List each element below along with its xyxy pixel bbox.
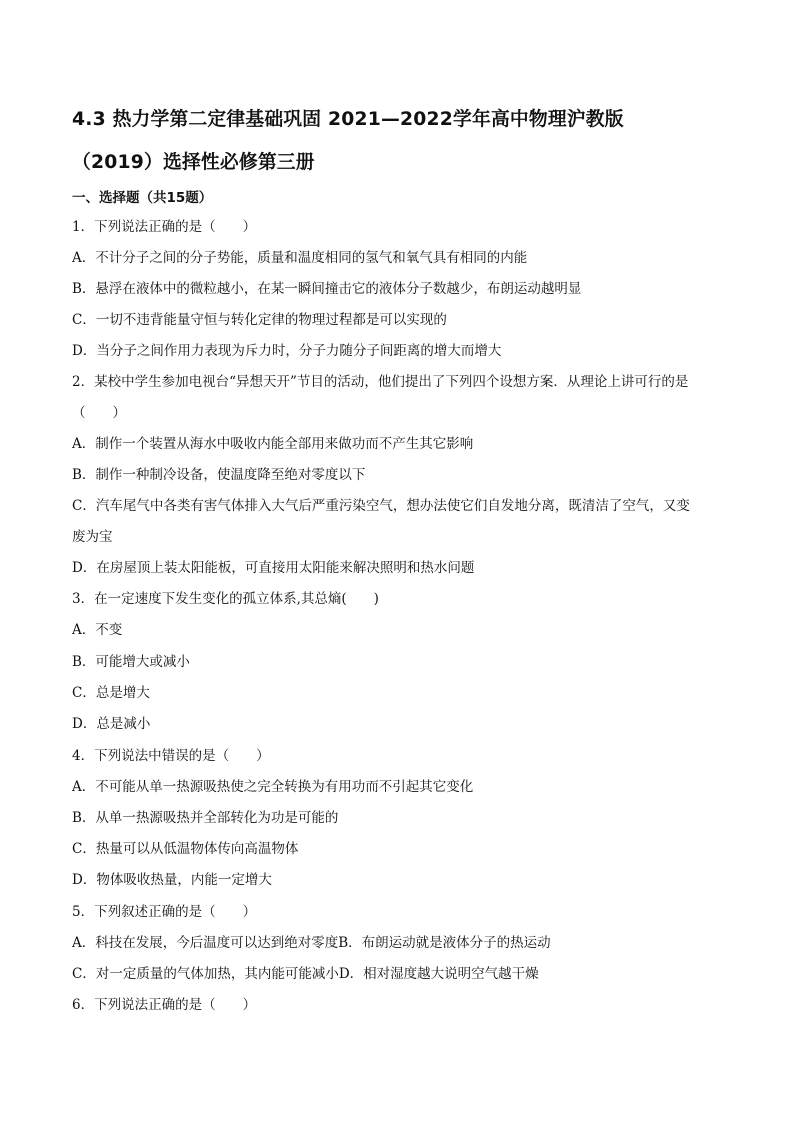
question-1-option-a: A．不计分子之间的分子势能，质量和温度相同的氢气和氧气具有相同的内能 (72, 250, 528, 266)
question-2-option-a: A．制作一个装置从海水中吸收内能全部用来做功而不产生其它影响 (72, 436, 474, 452)
question-2-option-c-line-2: 废为宝 (72, 529, 113, 545)
question-2-option-d: D．在房屋顶上装太阳能板，可直接用太阳能来解决照明和热水问题 (72, 560, 475, 576)
question-1-stem: 1．下列说法正确的是（ ） (72, 219, 257, 235)
question-1-option-c: C．一切不违背能量守恒与转化定律的物理过程都是可以实现的 (72, 312, 447, 328)
section-header: 一、选择题（共15题） (72, 190, 213, 206)
question-1-option-d: D．当分子之间作用力表现为斥力时，分子力随分子间距离的增大而增大 (72, 343, 502, 359)
question-3-option-b: B．可能增大或减小 (72, 654, 190, 670)
question-2-option-b: B．制作一种制冷设备，使温度降至绝对零度以下 (72, 467, 366, 483)
question-5-options-a-b: A．科技在发展，今后温度可以达到绝对零度B．布朗运动就是液体分子的热运动 (72, 935, 551, 951)
question-4-option-c: C．热量可以从低温物体传向高温物体 (72, 841, 299, 857)
document-title-line-1: 4.3 热力学第二定律基础巩固 2021—2022学年高中物理沪教版 (72, 108, 624, 130)
question-4-option-b: B．从单一热源吸热并全部转化为功是可能的 (72, 810, 339, 826)
question-2-stem-line-1: 2．某校中学生参加电视台“异想天开”节目的活动，他们提出了下列四个设想方案．从理论上讲可行的是 (72, 374, 689, 390)
question-4-option-a: A．不可能从单一热源吸热使之完全转换为有用功而不引起其它变化 (72, 779, 474, 795)
question-1-option-b: B．悬浮在液体中的微粒越小，在某一瞬间撞击它的液体分子数越少，布朗运动越明显 (72, 281, 582, 297)
question-4-option-d: D．物体吸收热量，内能一定增大 (72, 872, 272, 888)
question-4-stem: 4．下列说法中错误的是（ ） (72, 748, 270, 764)
question-5-options-c-d: C．对一定质量的气体加热，其内能可能减小D．相对湿度越大说明空气越干燥 (72, 966, 539, 982)
question-2-stem-line-2: （ ） (72, 405, 126, 421)
question-3-stem: 3．在一定速度下发生变化的孤立体系,其总熵( ) (72, 591, 379, 607)
question-5-stem: 5．下列叙述正确的是（ ） (72, 904, 257, 920)
question-3-option-c: C．总是增大 (72, 685, 150, 701)
question-2-option-c-line-1: C．汽车尾气中各类有害气体排入大气后严重污染空气，想办法使它们自发地分离，既清洁了空气，又变 (72, 498, 690, 514)
question-3-option-a: A．不变 (72, 622, 123, 638)
question-6-stem: 6．下列说法正确的是（ ） (72, 997, 257, 1013)
document-title-line-2: （2019）选择性必修第三册 (72, 151, 315, 173)
question-3-option-d: D．总是减小 (72, 716, 151, 732)
